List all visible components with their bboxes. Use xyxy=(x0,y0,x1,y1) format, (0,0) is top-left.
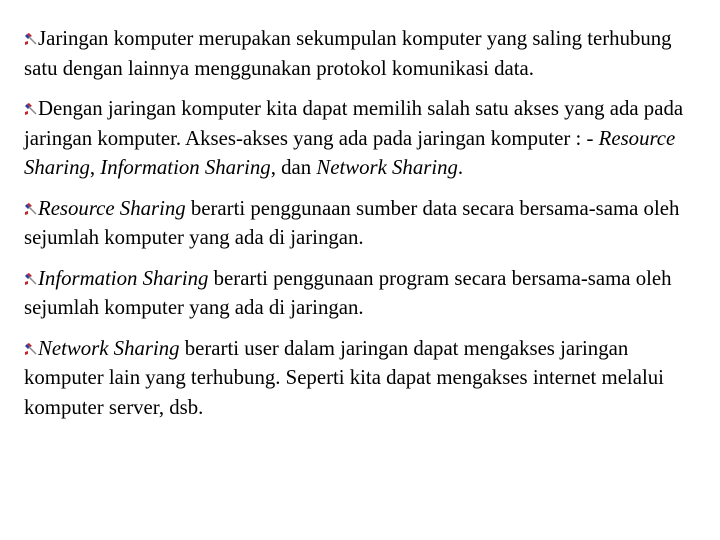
bullet-definition xyxy=(24,24,704,83)
bullet-quill-icon xyxy=(24,102,37,116)
bullet-quill-icon xyxy=(24,272,37,286)
term-network-sharing: Network Sharing xyxy=(316,156,458,179)
separator: , xyxy=(89,156,101,179)
resource-sharing-description: berarti penggunaan sumber data secara bersama-sama oleh sejumlah komputer yang ada di jaringan. xyxy=(24,196,680,249)
bullet-definition-text: Jaringan komputer merupakan sekumpulan komputer yang saling terhubung satu dengan lainnya menggunakan protokol komunikasi data. xyxy=(24,27,672,80)
bullet-quill-icon xyxy=(24,342,37,356)
bullet-quill-icon xyxy=(24,202,37,216)
slide-content xyxy=(24,24,704,433)
term-information-sharing: Information Sharing xyxy=(100,156,271,179)
term-network-sharing: Network Sharing xyxy=(38,336,180,360)
period: . xyxy=(457,156,464,179)
network-sharing-description: berarti user dalam jaringan dapat mengakses jaringan komputer lain yang terhubung. Seperti kita dapat mengakses internet melalui komputer server, dsb. xyxy=(24,336,664,419)
bullet-quill-icon xyxy=(24,32,37,46)
bullet-access-types xyxy=(24,94,704,183)
term-resource-sharing: Resource Sharing xyxy=(38,196,186,220)
bullet-resource-sharing xyxy=(24,194,704,253)
access-types-intro: Dengan jaringan komputer kita dapat memilih salah satu akses yang ada pada jaringan komputer. Akses-akses yang ada pada jaringan komputer : - xyxy=(24,97,684,150)
separator: , dan xyxy=(270,156,317,179)
term-information-sharing: Information Sharing xyxy=(38,266,209,290)
bullet-network-sharing xyxy=(24,334,704,423)
information-sharing-description: berarti penggunaan program secara bersama-sama oleh sejumlah komputer yang ada di jaringan. xyxy=(24,266,672,319)
term-resource-sharing: Resource Sharing xyxy=(24,126,676,179)
bullet-information-sharing xyxy=(24,264,704,323)
